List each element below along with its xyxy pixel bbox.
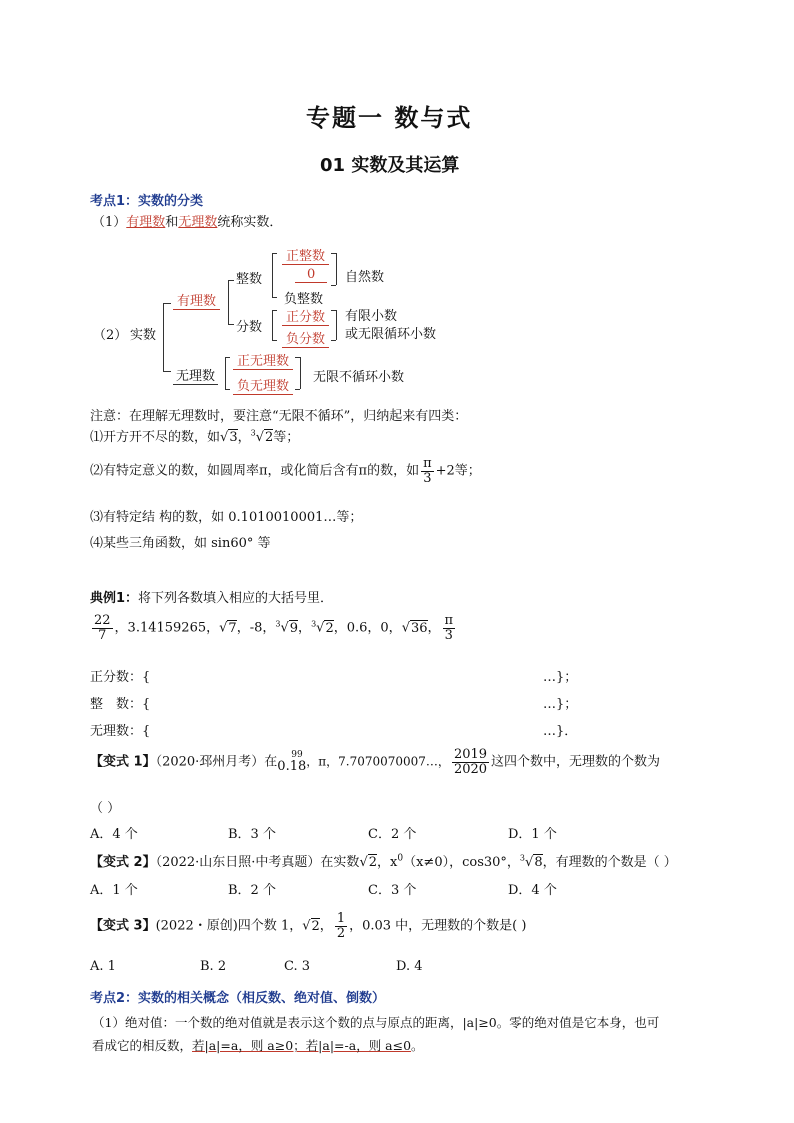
tree-nonrepeating: 无限不循环小数: [313, 370, 405, 385]
note-item-3: ⑶有特定结 构的数，如 0.1010010001…等；: [90, 510, 363, 525]
rational-term: 有理数: [126, 215, 166, 230]
variant1-option-b[interactable]: B．3 个: [228, 827, 276, 842]
tree-pos-irr: 正无理数: [233, 350, 293, 370]
topic1-line1: （1）有理数和无理数统称实数．: [92, 215, 283, 230]
variant1-option-c[interactable]: C．2 个: [368, 827, 417, 842]
tree-pos-frac: 正分数: [282, 306, 329, 326]
topic1-heading: 考点1：实数的分类: [90, 194, 204, 209]
irrational-brace: [225, 357, 226, 389]
variant2-question: 【变式 2】（2022·山东日照·中考真题）在实数√2，$x^0(x\ne 0)$，cos30°，$^3$√8，有理数的个数是（ ）: [90, 853, 677, 870]
tree-natural: 自然数: [345, 270, 385, 285]
tree-neg-frac: 负分数: [282, 328, 329, 348]
page-title: 专题一 数与式: [306, 104, 473, 132]
variant1-option-d[interactable]: D．1 个: [508, 827, 557, 842]
variant1-question: 【变式 1】（2020·邳州月考）在 99 0.18 ，π，7.7070070007…， $\frac{2019}{2020}$ 这四个数中，无理数的个数为: [90, 747, 661, 777]
example1-heading: 典例1：将下列各数填入相应的大括号里．: [90, 591, 334, 606]
tree-neg-int: 负整数: [284, 292, 324, 307]
tree-fraction: 分数: [236, 320, 263, 335]
tree-finite-decimal: 有限小数: [345, 309, 398, 324]
variant3-option-c[interactable]: C. 3: [284, 959, 311, 974]
note-item-2: ⑵有特定意义的数，如圆周率π，或化简后含有π的数，如 $\frac{\pi}{3}$ +2等；: [90, 456, 481, 486]
rational-brace: [228, 280, 229, 324]
tree-irrational: 无理数: [173, 365, 218, 384]
variant3-question: 【变式 3】(2022・原创)四个数 1，√2， $\frac{1}{2}$ ，0.03 中，无理数的个数是( ): [90, 911, 527, 941]
variant2-option-d[interactable]: D．4 个: [508, 883, 557, 898]
set-integer-end: …}；: [543, 697, 578, 712]
variant1-option-a[interactable]: A．4 个: [90, 827, 138, 842]
irrational-term: 无理数: [178, 215, 218, 230]
section-subtitle: 01 实数及其运算: [320, 155, 460, 176]
variant2-option-b[interactable]: B．2 个: [228, 883, 276, 898]
tree-pos-int: 正整数: [282, 245, 329, 265]
variant3-option-d[interactable]: D. 4: [396, 959, 423, 974]
integer-brace: [272, 253, 273, 297]
note-intro: 注意：在理解无理数时，要注意“无限不循环”，归纳起来有四类：: [90, 409, 468, 424]
set-integer: 整 数：{: [90, 697, 151, 712]
example1-numbers: $\frac{22}{7}$ ，3.14159265，√7，-8，$^3$√9，$^3$√2，0.6，0，√36， $\frac{\pi}{3}$: [94, 613, 454, 643]
root-brace: [163, 303, 164, 371]
variant2-option-a[interactable]: A．1 个: [90, 883, 138, 898]
topic2-heading: 考点2：实数的相关概念（相反数、绝对值、倒数）: [90, 991, 386, 1006]
set-positive-fraction-end: …}；: [543, 670, 578, 685]
tree-zero: 0: [295, 267, 327, 283]
tree-rational: 有理数: [173, 290, 220, 310]
set-irrational-end: …}．: [543, 724, 578, 739]
note-item-4: ⑷某些三角函数，如 sin60° 等: [90, 536, 271, 551]
note-item-1: ⑴开方开不尽的数，如√3，$^3$√2等；: [90, 428, 300, 445]
variant3-option-a[interactable]: A. 1: [90, 959, 116, 974]
tree-neg-irr: 负无理数: [233, 375, 293, 395]
tree-repeating-decimal: 或无限循环小数: [345, 327, 437, 342]
topic2-line2: 看成它的相反数，若|a|=a，则 a≥0；若|a|=-a，则 a≤0。: [92, 1038, 424, 1053]
tree-integer: 整数: [236, 272, 263, 287]
fraction-brace: [272, 310, 273, 340]
tree-root-real: 实数: [130, 328, 157, 343]
set-irrational: 无理数：{: [90, 724, 151, 739]
variant3-option-b[interactable]: B. 2: [200, 959, 227, 974]
tree-label: （2）: [93, 328, 128, 343]
variant2-option-c[interactable]: C．3 个: [368, 883, 417, 898]
variant1-paren: （ ）: [90, 801, 121, 816]
topic2-line1: （1）绝对值：一个数的绝对值就是表示这个数的点与原点的距离，|a|≥0。零的绝对值是它本身，也可: [92, 1015, 660, 1030]
set-positive-fraction: 正分数：{: [90, 670, 151, 685]
